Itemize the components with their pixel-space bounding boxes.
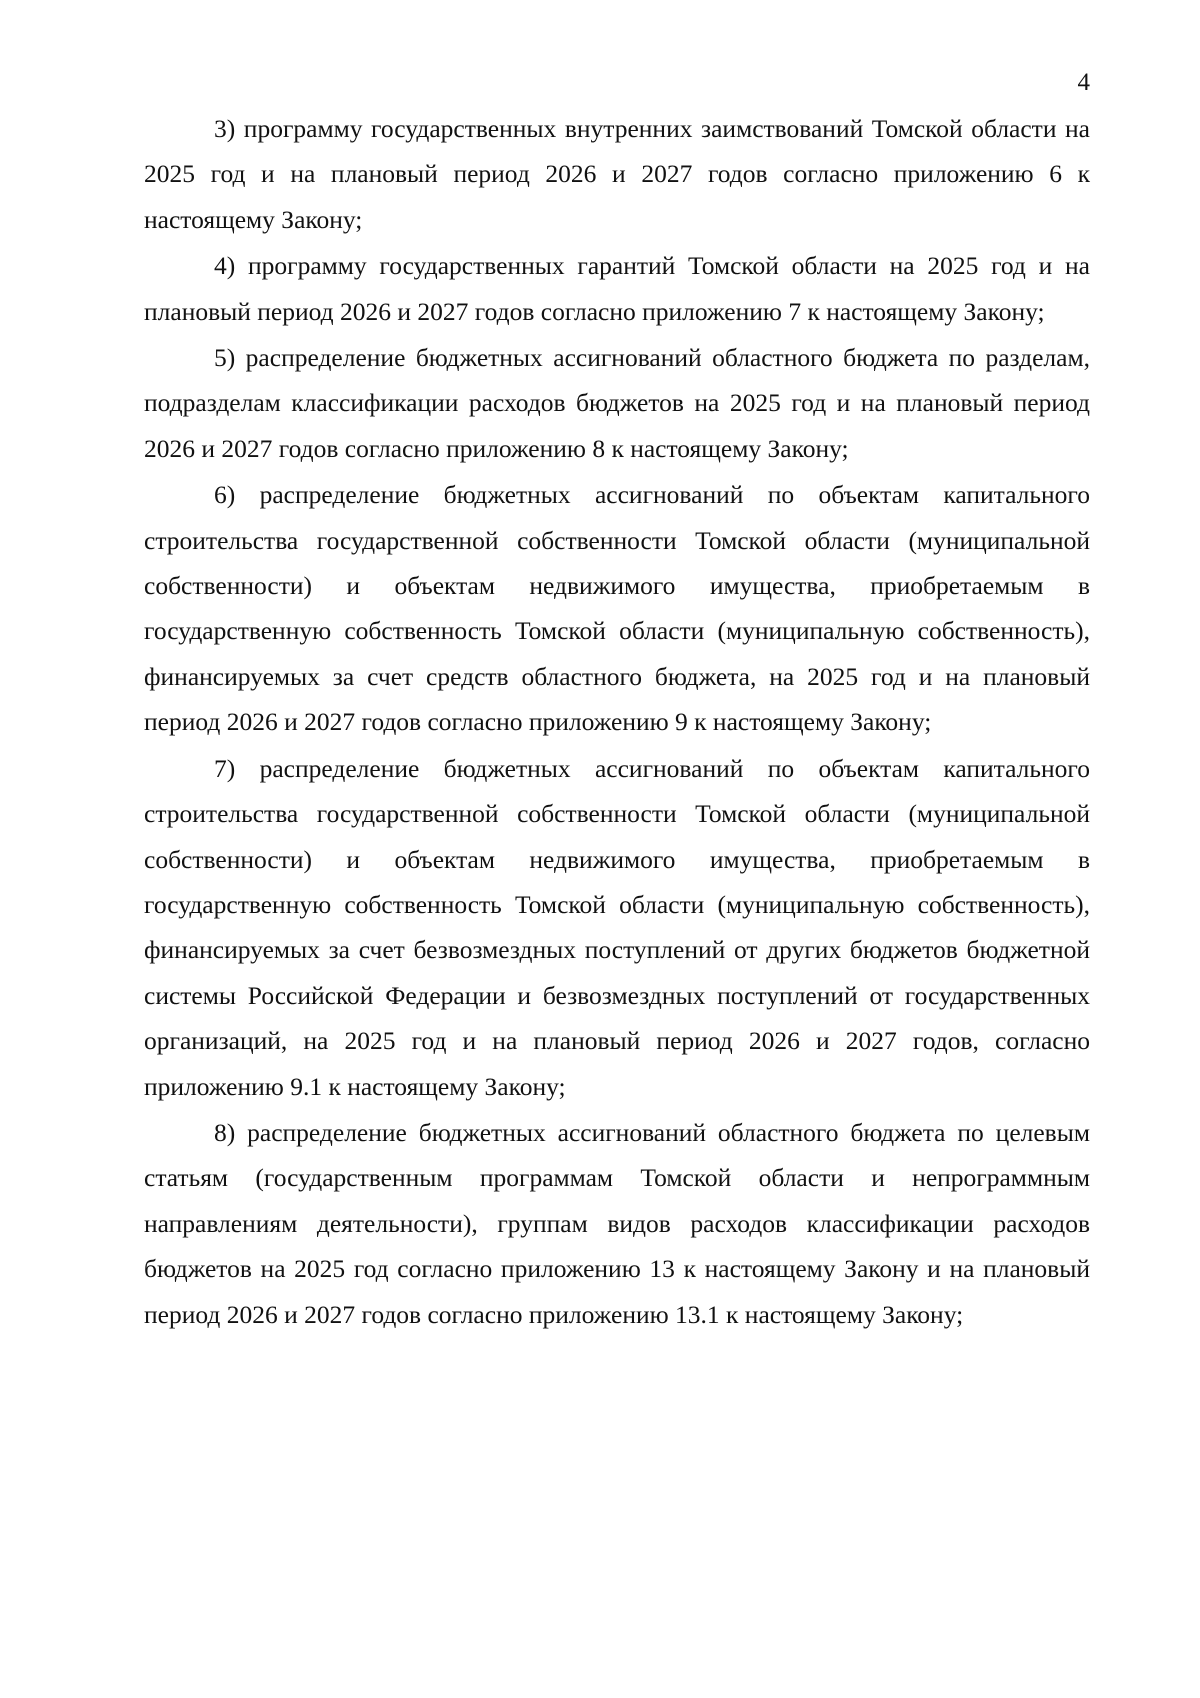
list-item-6: 6) распределение бюджетных ассигнований по объектам капитального строительства государственной собственности Томской области (муниципальной собственности) и объектам недвижимого имущества, приобретаемым в государственную собственность Томской области (муниципальную собственность), финансируемых за счет средств областного бюджета, на 2025 год и на плановый период 2026 и 2027 годов согласно приложению 9 к настоящему Закону;	[144, 480, 1090, 737]
document-body	[144, 106, 1090, 1338]
list-item-5: 5) распределение бюджетных ассигнований областного бюджета по разделам, подразделам классификации расходов бюджетов на 2025 год и на плановый период 2026 и 2027 годов согласно приложению 8 к настоящему Закону;	[144, 343, 1090, 463]
page-number: 4	[1077, 69, 1090, 96]
list-item-4: 4) программу государственных гарантий Томской области на 2025 год и на плановый период 2026 и 2027 годов согласно приложению 7 к настоящему Закону;	[144, 251, 1090, 326]
list-item-3: 3) программу государственных внутренних заимствований Томской области на 2025 год и на плановый период 2026 и 2027 годов согласно приложению 6 к настоящему Закону;	[144, 114, 1090, 234]
list-item-8: 8) распределение бюджетных ассигнований областного бюджета по целевым статьям (государственным программам Томской области и непрограммным направлениям деятельности), группам видов расходов классификации расходов бюджетов на 2025 год согласно приложению 13 к настоящему Закону и на плановый период 2026 и 2027 годов согласно приложению 13.1 к настоящему Закону;	[144, 1117, 1090, 1329]
list-item-7: 7) распределение бюджетных ассигнований по объектам капитального строительства государственной собственности Томской области (муниципальной собственности) и объектам недвижимого имущества, приобретаемым в государственную собственность Томской области (муниципальную собственность), финансируемых за счет безвозмездных поступлений от других бюджетов бюджетной системы Российской Федерации и безвозмездных поступлений от государственных организаций, на 2025 год и на плановый период 2026 и 2027 годов, согласно приложению 9.1 к настоящему Закону;	[144, 753, 1090, 1101]
